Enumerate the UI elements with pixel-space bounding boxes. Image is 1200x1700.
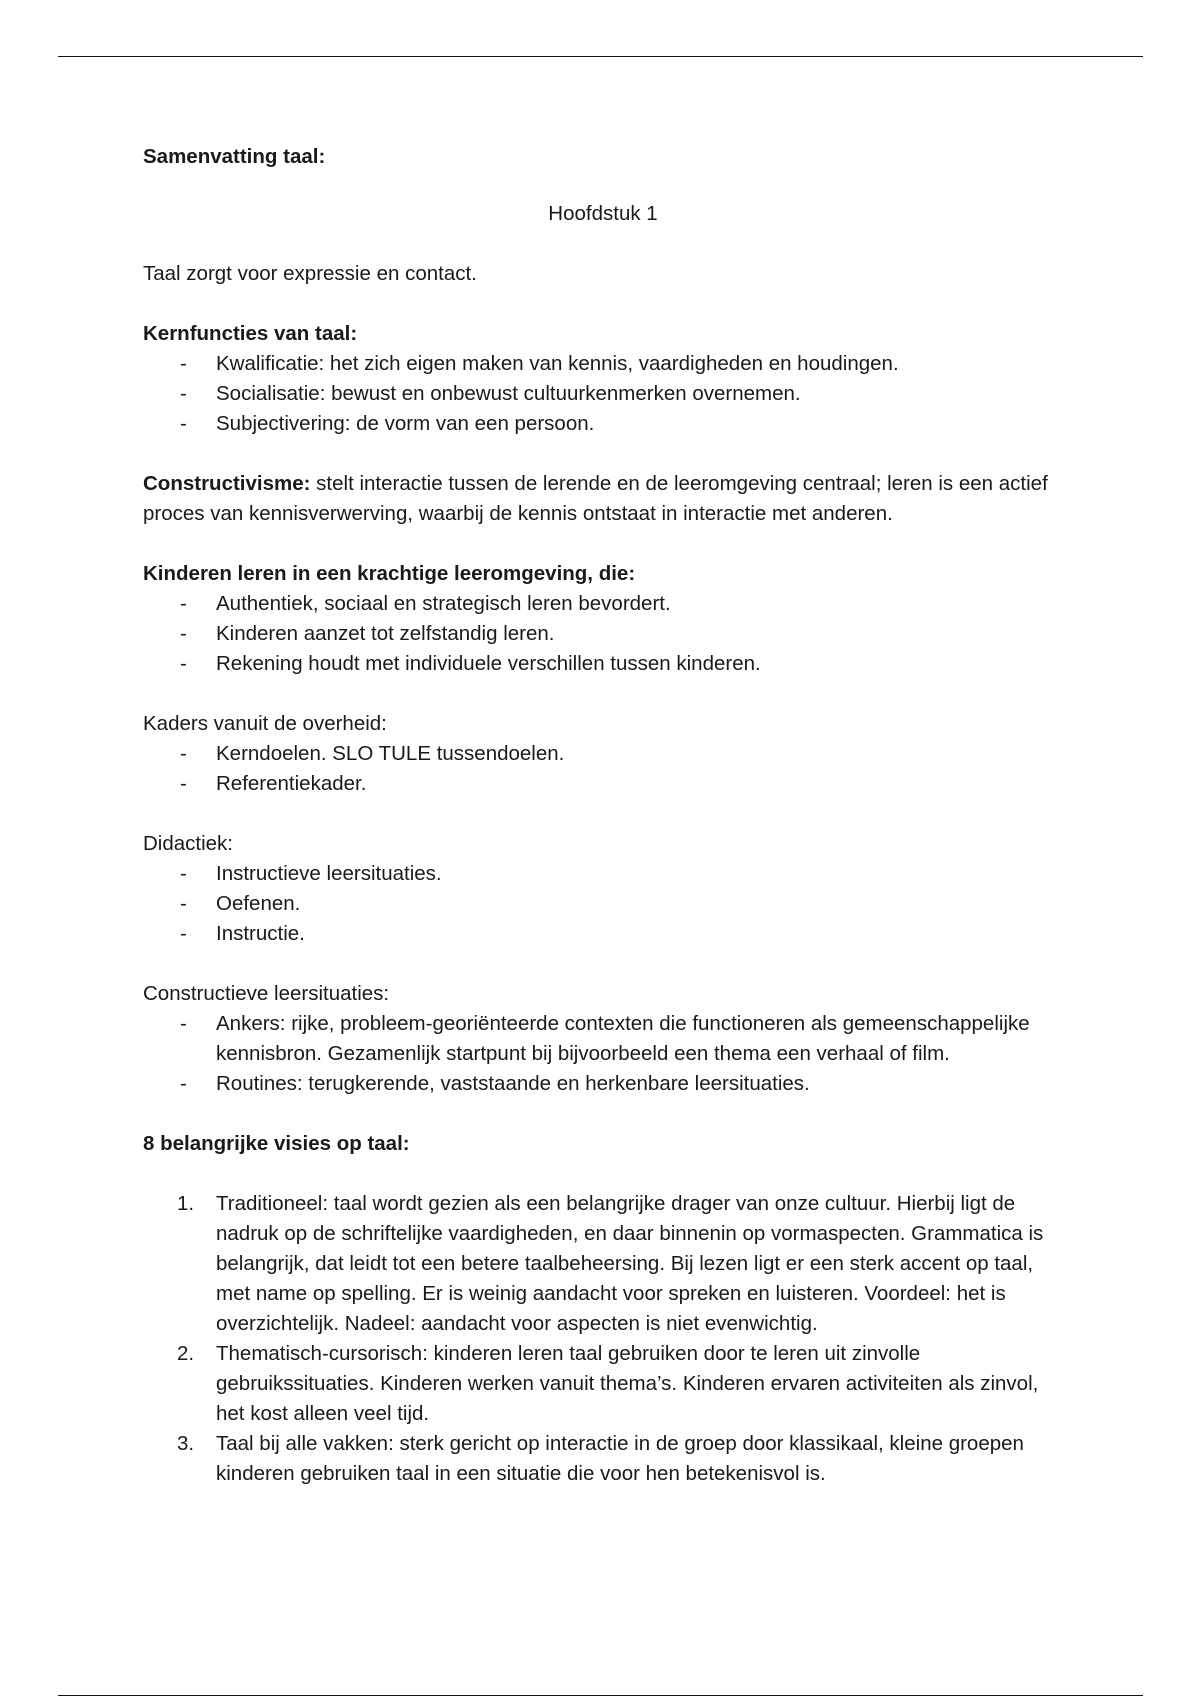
list-item: - Authentiek, sociaal en strategisch leren bevordert. <box>143 589 1063 619</box>
section-leeromgeving <box>143 559 1063 679</box>
dash-bullet: - <box>180 1072 187 1095</box>
constructivisme-paragraph <box>143 469 1063 529</box>
term-definition: stelt interactie tussen de lerende en de leeromgeving centraal; leren is een actief proces van kennisverwerving, waarbij de kennis ontstaat in interactie met anderen. <box>143 472 1048 525</box>
list-item: - Oefenen. <box>143 889 1063 919</box>
section-heading: 8 belangrijke visies op taal: <box>143 1132 410 1155</box>
section-heading: Kinderen leren in een krachtige leeromgeving, die: <box>143 562 636 585</box>
list-item: - Subjectivering: de vorm van een persoon. <box>143 409 1063 439</box>
section-didactiek <box>143 829 1063 949</box>
bullet-list <box>143 859 1063 949</box>
list-item: - Rekening houdt met individuele verschillen tussen kinderen. <box>143 649 1063 679</box>
section-heading: Kaders vanuit de overheid: <box>143 712 387 735</box>
dash-bullet: - <box>180 892 187 915</box>
list-item: - Kinderen aanzet tot zelfstandig leren. <box>143 619 1063 649</box>
dash-bullet: - <box>180 1012 187 1035</box>
section-kaders <box>143 709 1063 799</box>
chapter-heading: Hoofdstuk 1 <box>548 202 658 225</box>
list-item: - Kerndoelen. SLO TULE tussendoelen. <box>143 739 1063 769</box>
dash-bullet: - <box>180 352 187 375</box>
dash-bullet: - <box>180 382 187 405</box>
numbered-list <box>143 1189 1063 1489</box>
list-item: 2. Thematisch-cursorisch: kinderen leren taal gebruiken door te leren uit zinvolle gebruikssituaties. Kinderen werken vanuit thema’s. Kinderen ervaren activiteiten als zinvol, het kost alleen veel tijd. <box>143 1339 1063 1429</box>
dash-bullet: - <box>180 862 187 885</box>
list-item: - Referentiekader. <box>143 769 1063 799</box>
term-label: Constructivisme: <box>143 472 311 495</box>
bullet-list <box>143 1009 1063 1099</box>
list-item: - Kwalificatie: het zich eigen maken van kennis, vaardigheden en houdingen. <box>143 349 1063 379</box>
list-number: 1. <box>177 1192 195 1215</box>
dash-bullet: - <box>180 772 187 795</box>
section-visies <box>143 1129 1063 1489</box>
document-title: Samenvatting taal: <box>143 145 326 168</box>
bullet-list <box>143 739 1063 799</box>
document-body <box>143 142 1063 1489</box>
list-item: - Instructieve leersituaties. <box>143 859 1063 889</box>
page-top-rule <box>58 56 1143 57</box>
list-number: 2. <box>177 1342 195 1365</box>
page-bottom-rule <box>58 1695 1143 1696</box>
list-item: - Instructie. <box>143 919 1063 949</box>
section-heading: Constructieve leersituaties: <box>143 982 390 1005</box>
bullet-list <box>143 589 1063 679</box>
dash-bullet: - <box>180 742 187 765</box>
section-heading: Kernfuncties van taal: <box>143 322 358 345</box>
dash-bullet: - <box>180 652 187 675</box>
list-number: 3. <box>177 1432 195 1455</box>
dash-bullet: - <box>180 592 187 615</box>
section-constructieve <box>143 979 1063 1099</box>
intro-paragraph: Taal zorgt voor expressie en contact. <box>143 262 477 285</box>
list-item: - Routines: terugkerende, vaststaande en herkenbare leersituaties. <box>143 1069 1063 1099</box>
list-item: - Socialisatie: bewust en onbewust cultuurkenmerken overnemen. <box>143 379 1063 409</box>
section-heading: Didactiek: <box>143 832 234 855</box>
dash-bullet: - <box>180 412 187 435</box>
dash-bullet: - <box>180 622 187 645</box>
dash-bullet: - <box>180 922 187 945</box>
bullet-list <box>143 349 1063 439</box>
list-item: 3. Taal bij alle vakken: sterk gericht op interactie in de groep door klassikaal, kleine groepen kinderen gebruiken taal in een situatie die voor hen betekenisvol is. <box>143 1429 1063 1489</box>
list-item: 1. Traditioneel: taal wordt gezien als een belangrijke drager van onze cultuur. Hierbij ligt de nadruk op de schriftelijke vaardigheden, en daar binnenin op vormaspecten. Grammatica is belangrijk, dat leidt tot een betere taalbeheersing. Bij lezen ligt er een sterk accent op taal, met name op spelling. Er is weinig aandacht voor spreken en luisteren. Voordeel: het is overzichtelijk. Nadeel: aandacht voor aspecten is niet evenwichtig. <box>143 1189 1063 1339</box>
section-kernfuncties <box>143 319 1063 439</box>
list-item: - Ankers: rijke, probleem-georiënteerde contexten die functioneren als gemeenschappelijke kennisbron. Gezamenlijk startpunt bij bijvoorbeeld een thema een verhaal of film. <box>143 1009 1063 1069</box>
